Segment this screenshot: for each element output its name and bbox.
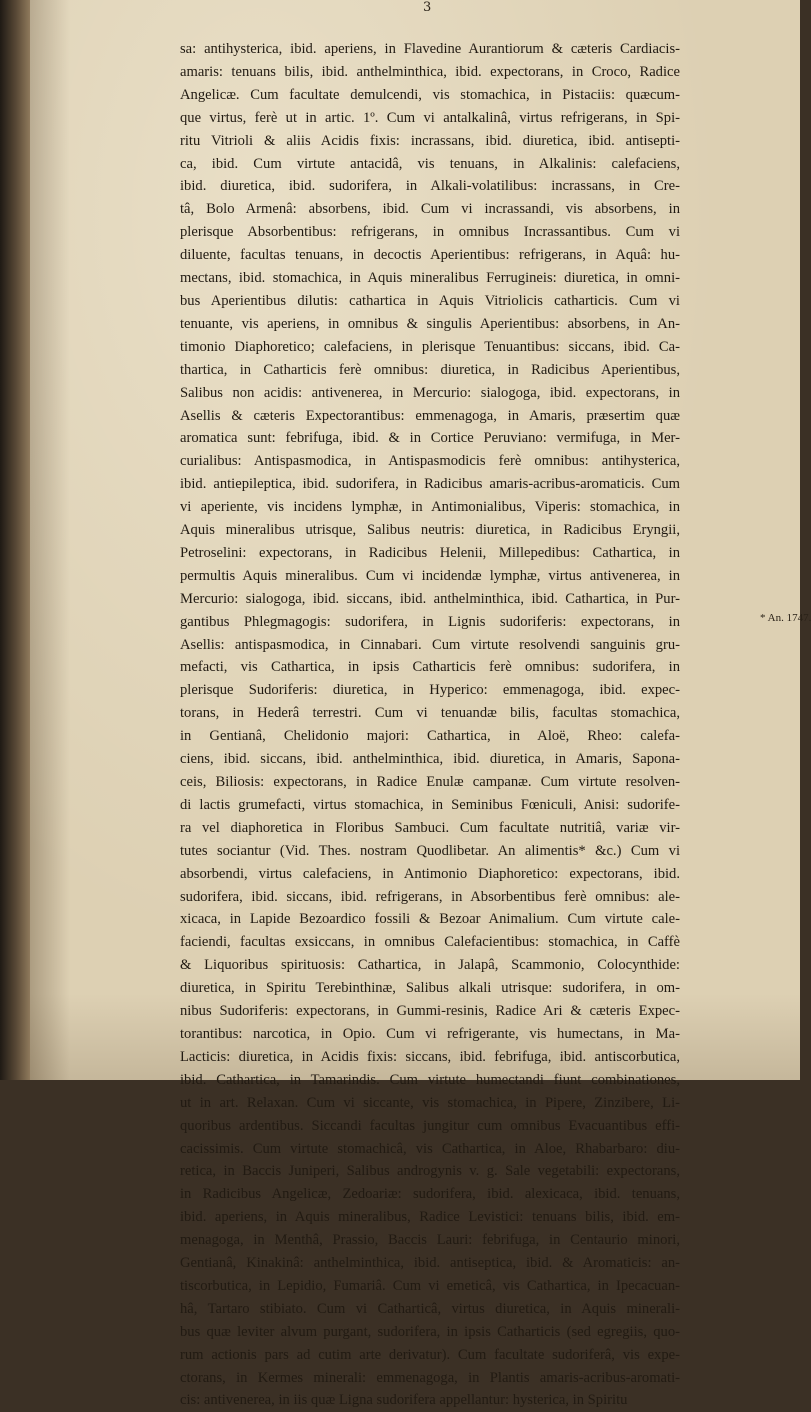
text-line: tiscorbutica, in Lepidio, Fumariâ. Cum vi emeticâ, vis Cathartica, in Ipecacuan- <box>180 1277 680 1294</box>
text-line: nibus Sudoriferis: expectorans, in Gummi-resinis, Radice Ari & cæteris Expec- <box>180 1003 680 1020</box>
text-line: vi aperiente, vis incidens lymphæ, in Antimonialibus, Viperis: stomachica, in <box>180 499 680 516</box>
text-line: Salibus non acidis: antivenerea, in Mercurio: sialogoga, ibid. expectorans, in <box>180 384 680 401</box>
text-line: ctorans, in Kermes minerali: emmenagoga, in Plantis amaris-acribus-aromati- <box>180 1369 680 1386</box>
text-line: plerisque Absorbentibus: refrigerans, in omnibus Incrassantibus. Cum vi <box>180 224 680 241</box>
text-line: mectans, ibid. stomachica, in Aquis mineralibus Ferrugineis: diuretica, in omni- <box>180 270 680 287</box>
text-line: menagoga, in Menthâ, Prassio, Baccis Lauri: febrifuga, in Centaurio minori, <box>180 1232 680 1249</box>
text-line: tâ, Bolo Armenâ: absorbens, ibid. Cum vi incrassandi, vis absorbens, in <box>180 201 680 218</box>
book-page <box>30 0 800 1409</box>
text-line: gantibus Phlegmagogis: sudorifera, in Lignis sudoriferis: expectorans, in <box>180 613 680 630</box>
text-line: ibid. Cathartica, in Tamarindis. Cum virtute humectandi fiunt combinationes, <box>180 1071 680 1088</box>
text-line: bus quæ leviter alvum purgant, sudorifera, in ipsis Catharticis (sed egregiis, quo- <box>180 1323 680 1340</box>
book-gutter <box>0 0 30 1080</box>
text-line: retica, in Baccis Juniperi, Salibus androgynis v. g. Sale vegetabili: expectorans, <box>180 1163 680 1180</box>
text-line: thartica, in Catharticis ferè omnibus: diuretica, in Radicibus Aperientibus, <box>180 361 680 378</box>
text-line: cacissimis. Cum virtute stomachicâ, vis Cathartica, in Aloe, Rhabarbaro: diu- <box>180 1140 680 1157</box>
text-line: permultis Aquis mineralibus. Cum vi incidendæ lymphæ, virtus antivenerea, in <box>180 567 680 584</box>
margin-note: * An. 1747. <box>760 612 811 624</box>
text-line: Angelicæ. Cum facultate demulcendi, vis stomachica, in Pistaciis: quæcum- <box>180 86 680 103</box>
text-line: diuretica, in Spiritu Terebinthinæ, Salibus alkali utrisque: sudorifera, in om- <box>180 980 680 997</box>
text-line: ritu Vitrioli & aliis Acidis fixis: incrassans, ibid. diuretica, ibid. antisepti- <box>180 132 680 149</box>
text-line: aromatica sunt: febrifuga, ibid. & in Cortice Peruviano: vermifuga, in Mer- <box>180 430 680 447</box>
text-line: ceis, Biliosis: expectorans, in Radice Enulæ campanæ. Cum virtute resolven- <box>180 774 680 790</box>
text-line: mefacti, vis Cathartica, in ipsis Catharticis ferè omnibus: sudorifera, in <box>180 659 680 676</box>
text-line: que virtus, ferè ut in artic. 1º. Cum vi antalkalinâ, virtus refrigerans, in Spi- <box>180 109 680 126</box>
text-line: curialibus: Antispasmodica, in Antispasmodicis ferè omnibus: antihysterica, <box>180 453 680 470</box>
text-line: Gentianâ, Kinakinâ: anthelminthica, ibid. antiseptica, ibid. & Aromaticis: an- <box>180 1255 680 1272</box>
text-line: faciendi, facultas exsiccans, in omnibus Calefacientibus: stomachica, in Caffè <box>180 934 680 951</box>
text-line: timonio Diaphoretico; calefaciens, in plerisque Tenuantibus: siccans, ibid. Ca- <box>180 338 680 355</box>
text-line: tenuante, vis aperiens, in omnibus & singulis Aperientibus: absorbens, in An- <box>180 315 680 332</box>
text-line: ra vel diaphoretica in Floribus Sambuci. Cum facultate nutritiâ, variæ vir- <box>180 819 680 836</box>
text-line: Mercurio: sialogoga, ibid. siccans, ibid. anthelminthica, ibid. Cathartica, in Pur- <box>180 590 680 607</box>
text-line: tutes sociantur (Vid. Thes. nostram Quodlibetar. An alimentis* &c.) Cum vi <box>180 842 680 859</box>
text-line: rum actionis pars ad cutim arte derivatur). Cum facultate sudoriferâ, vis expe- <box>180 1346 680 1363</box>
text-line: sa: antihysterica, ibid. aperiens, in Flavedine Aurantiorum & cæteris Cardiacis- <box>180 41 680 57</box>
text-line: sudorifera, ibid. siccans, ibid. refrigerans, in Absorbentibus ferè omnibus: ale- <box>180 888 680 905</box>
text-line: Lacticis: diuretica, in Acidis fixis: siccans, ibid. febrifuga, ibid. antiscorbutica, <box>180 1048 680 1065</box>
text-line: ut in art. Relaxan. Cum vi siccante, vis stomachica, in Pipere, Zinzibere, Li- <box>180 1094 680 1111</box>
text-line: torantibus: narcotica, in Opio. Cum vi refrigerante, vis humectans, in Ma- <box>180 1025 680 1042</box>
text-line: Aquis mineralibus utrisque, Salibus neutris: diuretica, in Radicibus Eryngii, <box>180 522 680 539</box>
text-line: absorbendi, virtus calefaciens, in Antimonio Diaphoretico: expectorans, ibid. <box>180 865 680 882</box>
text-line: di lactis grumefacti, virtus stomachica, in Seminibus Fœniculi, Anisi: sudorife- <box>180 796 680 813</box>
body-text <box>180 38 680 1412</box>
text-line: in Gentianâ, Chelidonio majori: Cathartica, in Aloë, Rheo: calefa- <box>180 728 680 745</box>
text-line: ibid. antiepileptica, ibid. sudorifera, in Radicibus amaris-acribus-aromaticis. Cum <box>180 476 680 493</box>
page-number: 3 <box>423 0 432 15</box>
text-line: quoribus ardentibus. Siccandi facultas jungitur cum omnibus Evacuantibus effi- <box>180 1117 680 1134</box>
text-line: xicaca, in Lapide Bezoardico fossili & Bezoar Animalium. Cum virtute cale- <box>180 911 680 928</box>
text-line: hâ, Tartaro stibiato. Cum vi Catharticâ, virtus diuretica, in Aquis minerali- <box>180 1300 680 1317</box>
text-line: torans, in Hederâ terrestri. Cum vi tenuandæ bilis, facultas stomachica, <box>180 705 680 722</box>
text-line: ca, ibid. Cum virtute antacidâ, vis tenuans, in Alkalinis: calefaciens, <box>180 155 680 172</box>
text-line: ibid. aperiens, in Aquis mineralibus, Radice Levistici: tenuans bilis, ibid. em- <box>180 1209 680 1226</box>
text-line: plerisque Sudoriferis: diuretica, in Hyperico: emmenagoga, ibid. expec- <box>180 682 680 699</box>
text-line: cis: antivenerea, in iis quæ Ligna sudorifera appellantur: hysterica, in Spiritu <box>180 1392 628 1409</box>
text-line: Petroselini: expectorans, in Radicibus Helenii, Millepedibus: Cathartica, in <box>180 544 680 561</box>
text-line: bus Aperientibus dilutis: cathartica in Aquis Vitriolicis catharticis. Cum vi <box>180 292 680 309</box>
text-line: ciens, ibid. siccans, ibid. anthelminthica, ibid. diuretica, in Amaris, Sapona- <box>180 751 680 768</box>
text-line: & Liquoribus spirituosis: Cathartica, in Jalapâ, Scammonio, Colocynthide: <box>180 957 680 974</box>
text-line: ibid. diuretica, ibid. sudorifera, in Alkali-volatilibus: incrassans, in Cre- <box>180 178 680 195</box>
text-line: in Radicibus Angelicæ, Zedoariæ: sudorifera, ibid. alexicaca, ibid. tenuans, <box>180 1186 680 1203</box>
text-line: diluente, facultas tenuans, in decoctis Aperientibus: refrigerans, in Aquâ: hu- <box>180 247 680 264</box>
text-line: Asellis & cæteris Expectorantibus: emmenagoga, in Amaris, præsertim quæ <box>180 407 680 424</box>
text-line: Asellis: antispasmodica, in Cinnabari. Cum virtute resolvendi sanguinis gru- <box>180 636 680 653</box>
text-line: amaris: tenuans bilis, ibid. anthelminthica, ibid. expectorans, in Croco, Radice <box>180 63 680 80</box>
